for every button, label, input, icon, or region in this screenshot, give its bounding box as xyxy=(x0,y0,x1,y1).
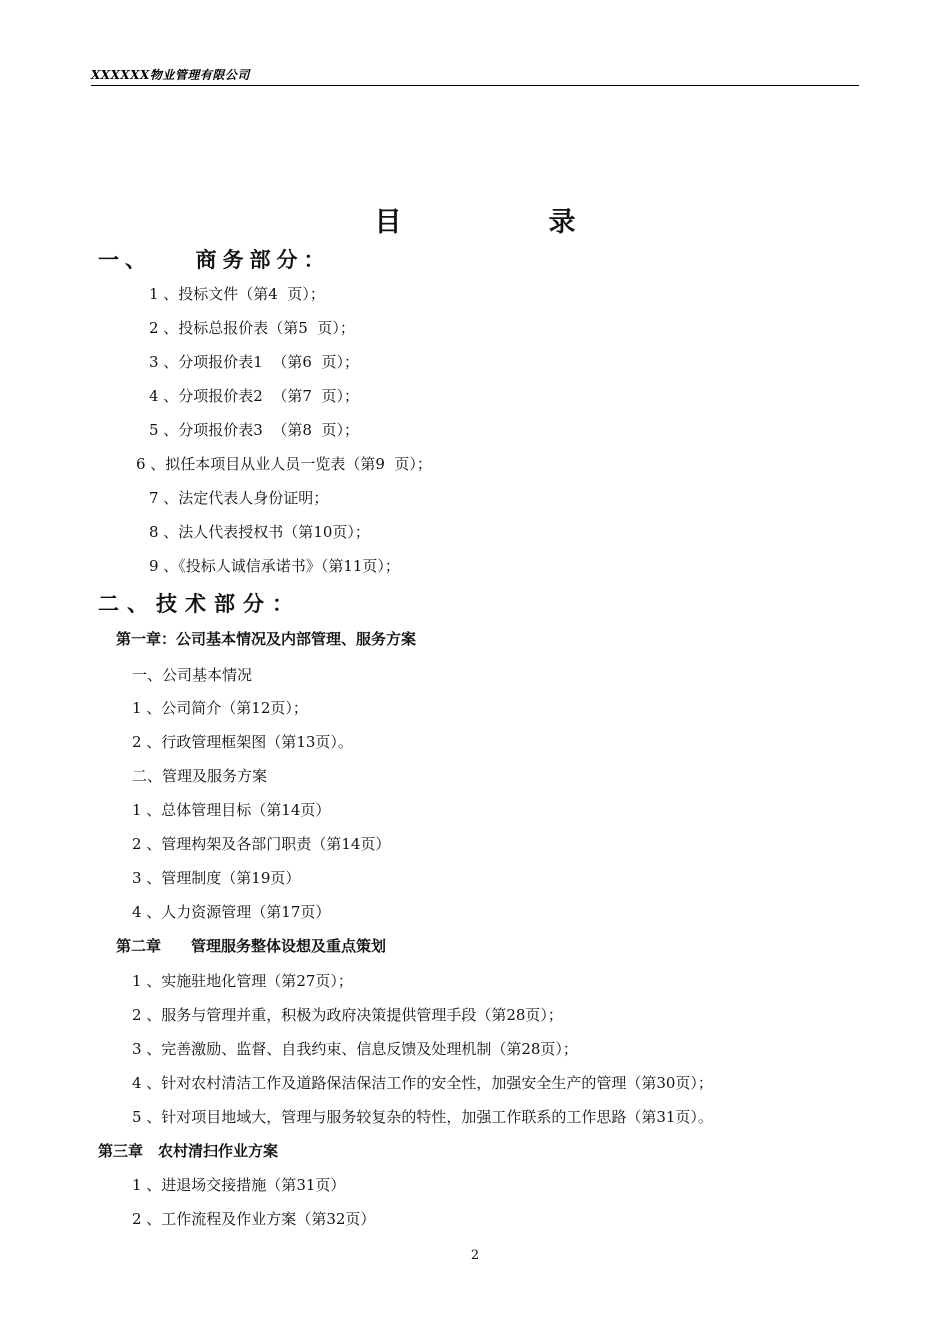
toc-entry: 1 、进退场交接措施（第31页） xyxy=(132,1176,346,1194)
toc-entry: 2 、工作流程及作业方案（第32页） xyxy=(132,1210,376,1228)
toc-entry: 3 、管理制度（第19页） xyxy=(132,869,301,887)
toc-entry: 2 、投标总报价表（第5 页）； xyxy=(149,319,355,337)
toc-entry: 3 、完善激励、监督、自我约束、信息反馈及处理机制（第28页）； xyxy=(132,1040,578,1058)
part2-heading: 二、技术部分： xyxy=(98,592,301,616)
toc-title: 目 录 xyxy=(374,207,636,238)
section-heading: 一、公司基本情况 xyxy=(132,666,253,684)
toc-entry: 1 、总体管理目标（第14页） xyxy=(132,801,331,819)
company-name: XXXXXX物业管理有限公司 xyxy=(91,68,250,82)
toc-entry: 5 、针对项目地域大，管理与服务较复杂的特性，加强工作联系的工作思路（第31页）。 xyxy=(132,1108,713,1126)
chapter1-heading: 第一章：公司基本情况及内部管理、服务方案 xyxy=(116,630,417,648)
section-heading: 二、管理及服务方案 xyxy=(132,767,268,785)
part1-heading: 一、 商务部分： xyxy=(98,248,331,272)
toc-entry: 3 、分项报价表1 （第6 页）； xyxy=(149,353,359,371)
toc-entry: 9 、《投标人诚信承诺书》（第11页）； xyxy=(149,557,400,575)
toc-entry: 6 、拟任本项目从业人员一览表（第9 页）； xyxy=(136,455,432,473)
toc-entry: 1 、投标文件（第4 页）； xyxy=(149,285,325,303)
page-number: 2 xyxy=(470,1248,480,1263)
toc-entry: 2 、服务与管理并重，积极为政府决策提供管理手段（第28页）； xyxy=(132,1006,563,1024)
toc-entry: 1 、实施驻地化管理（第27页）； xyxy=(132,972,353,990)
toc-entry: 4 、针对农村清洁工作及道路保洁保洁工作的安全性，加强安全生产的管理（第30页）； xyxy=(132,1074,713,1092)
chapter3-heading: 第三章 农村清扫作业方案 xyxy=(98,1142,279,1160)
toc-entry: 2 、管理构架及各部门职责（第14页） xyxy=(132,835,391,853)
toc-entry: 1 、公司简介（第12页）； xyxy=(132,699,308,717)
chapter2-heading: 第二章 管理服务整体设想及重点策划 xyxy=(116,937,387,955)
page-header xyxy=(91,66,859,86)
toc-entry: 7 、法定代表人身份证明； xyxy=(149,489,329,507)
toc-entry: 5 、分项报价表3 （第8 页）； xyxy=(149,421,359,439)
toc-entry: 4 、人力资源管理（第17页） xyxy=(132,903,331,921)
toc-entry: 2 、行政管理框架图（第13页）。 xyxy=(132,733,353,751)
toc-entry: 8 、法人代表授权书（第10页）； xyxy=(149,523,370,541)
toc-entry: 4 、分项报价表2 （第7 页）； xyxy=(149,387,359,405)
